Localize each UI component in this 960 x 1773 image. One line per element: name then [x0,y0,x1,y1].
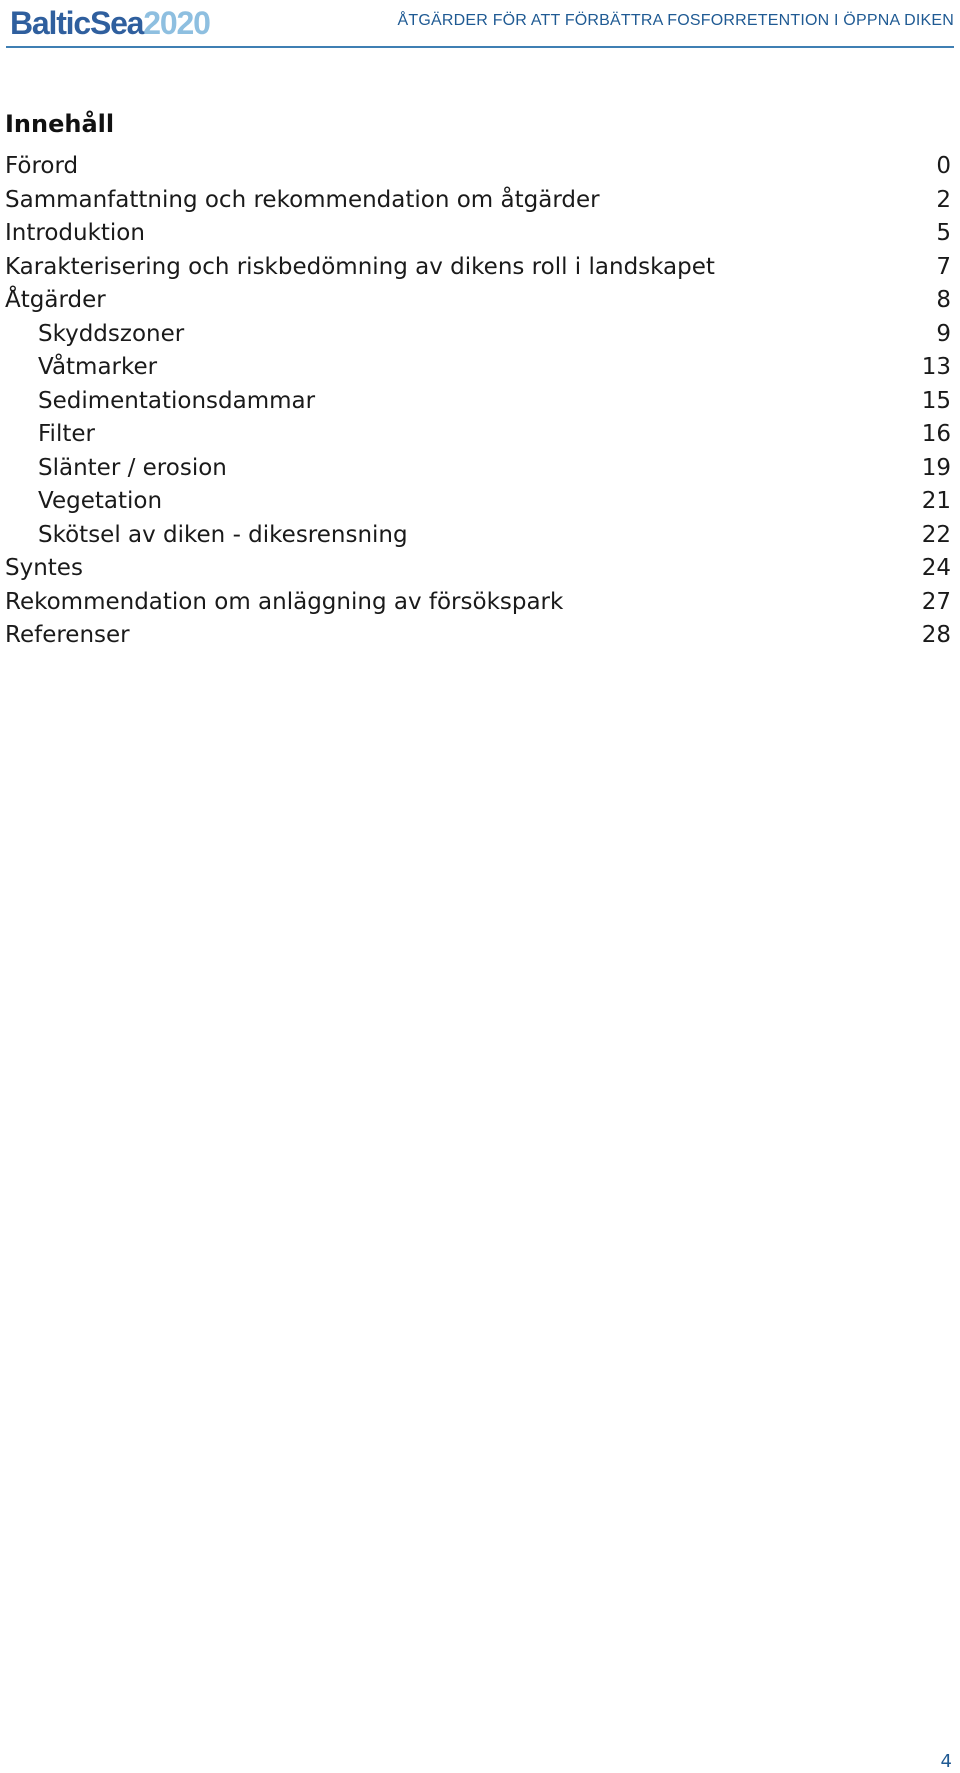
toc-entry[interactable] [5,586,951,620]
toc-entry-page: 0 [936,153,951,179]
toc-entry-page: 8 [936,287,951,313]
toc-entry-label: Introduktion [5,220,145,246]
toc-entry-page: 13 [921,354,951,380]
toc-entry-page: 21 [921,488,951,514]
toc-entry-label: Syntes [5,555,83,581]
document-title: ÅTGÄRDER FÖR ATT FÖRBÄTTRA FOSFORRETENTION I ÖPPNA DIKEN [397,12,954,29]
toc-entry[interactable] [5,184,951,218]
toc-entry[interactable] [5,418,951,452]
toc-entry-page: 24 [921,555,951,581]
toc-entry[interactable] [5,251,951,285]
toc-entry-page: 7 [936,253,951,280]
toc-entry-page: 27 [921,588,951,615]
toc-entry-page: 22 [921,521,951,548]
toc-entry[interactable] [5,519,951,553]
logo-text-main: BalticSea [10,5,144,41]
toc-entry[interactable] [5,619,951,653]
table-of-contents [5,150,951,653]
balticsea2020-logo [10,4,210,42]
toc-entry-page: 28 [921,622,951,648]
toc-entry-label: Åtgärder [5,287,106,313]
toc-entry-page: 2 [936,186,951,213]
toc-entry[interactable] [5,385,951,419]
toc-entry[interactable] [5,351,951,385]
toc-entry[interactable] [5,150,951,184]
toc-entry-page: 15 [921,387,951,414]
toc-entry[interactable] [5,217,951,251]
toc-entry-label: Karakterisering och riskbedömning av dikens roll i landskapet [5,253,715,280]
toc-entry[interactable] [5,284,951,318]
toc-heading: Innehåll [5,110,115,138]
toc-entry-label: Sedimentationsdammar [38,387,316,414]
toc-entry-label: Filter [38,421,95,447]
toc-entry[interactable] [5,485,951,519]
page-number: 4 [940,1751,952,1772]
toc-entry[interactable] [5,552,951,586]
toc-entry-label: Skyddszoner [38,320,185,347]
toc-entry-page: 19 [921,454,951,481]
toc-entry-label: Slänter / erosion [38,454,227,481]
toc-entry-page: 16 [921,421,951,447]
toc-entry[interactable] [5,452,951,486]
toc-entry-label: Våtmarker [38,354,158,380]
toc-entry-page: 9 [936,320,951,347]
toc-entry-label: Rekommendation om anläggning av försökspark [5,588,564,615]
toc-entry-label: Vegetation [38,488,163,514]
logo-text-year: 2020 [143,5,210,41]
toc-entry-page: 5 [936,220,951,246]
toc-entry[interactable] [5,318,951,352]
toc-entry-label: Referenser [5,622,130,648]
toc-entry-label: Skötsel av diken - dikesrensning [38,521,408,548]
page-header [6,0,954,48]
toc-entry-label: Förord [5,153,79,179]
toc-entry-label: Sammanfattning och rekommendation om åtgärder [5,186,600,213]
